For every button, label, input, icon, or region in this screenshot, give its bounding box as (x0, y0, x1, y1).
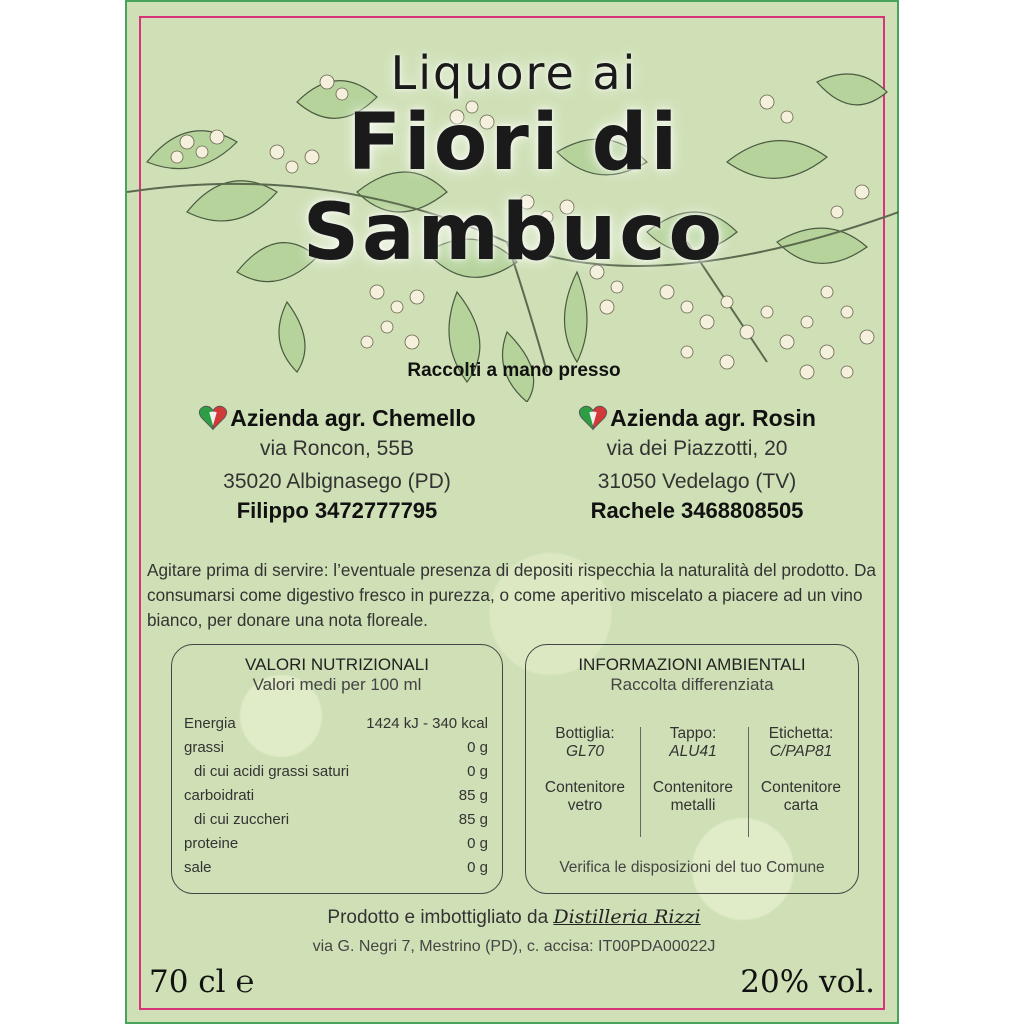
title-line-1: Liquore ai (390, 46, 638, 100)
producer-line: Prodotto e imbottigliato da Distilleria Rizzi (327, 906, 701, 928)
farm-city: 31050 Vedelago (TV) (597, 470, 797, 493)
estimated-sign-icon: ℮ (235, 964, 255, 1000)
nutrition-subheading: Valori medi per 100 ml (252, 675, 422, 694)
farm-contact: Rachele 3468808505 (590, 498, 804, 523)
farm-rosin (517, 404, 877, 524)
farm-name: Azienda agr. Rosin (517, 404, 877, 432)
farm-name: Azienda agr. Chemello (157, 404, 517, 432)
environment-heading: INFORMAZIONI AMBIENTALI (578, 655, 806, 674)
farm-chemello (157, 404, 517, 524)
farm-city: 35020 Albignasego (PD) (223, 470, 451, 493)
nutrition-heading: VALORI NUTRIZIONALI (245, 655, 429, 674)
alcohol-content: 20% vol. (740, 964, 875, 1000)
distillery-signature: Distilleria Rizzi (553, 906, 701, 928)
environment-box (525, 644, 859, 894)
farm-address: via Roncon, 55B (259, 437, 415, 460)
nutrition-row: carboidrati 85 g (184, 787, 488, 804)
serving-description: Agitare prima di servire: l’eventuale presenza di depositi rispecchia la naturalità del prodotto. Da consumarsi come digestivo fresco in purezza, o come aperitivo miscelato a piacere ad un vino bianco, per donare una nota floreale. (147, 560, 876, 630)
nutrition-box (171, 644, 503, 894)
nutrition-row: proteine 0 g (184, 835, 488, 852)
volume: 70 cl ℮ (149, 964, 255, 1000)
farm-address: via dei Piazzotti, 20 (606, 437, 788, 460)
environment-item-label: Etichetta: C/PAP81 Contenitore carta (760, 725, 842, 814)
environment-subheading: Raccolta differenziata (610, 675, 774, 694)
nutrition-row: sale 0 g (184, 859, 488, 876)
italian-heart-icon (198, 404, 228, 432)
producer-address: via G. Negri 7, Mestrino (PD), c. accisa: IT00PDA00022J (312, 938, 716, 955)
environment-item-cap: Tappo: ALU41 Contenitore metalli (652, 725, 734, 814)
nutrition-row: di cui zuccheri 85 g (194, 811, 488, 828)
italian-heart-icon (578, 404, 608, 432)
environment-note: Verifica le disposizioni del tuo Comune (559, 859, 825, 876)
farm-contact: Filippo 3472777795 (236, 498, 438, 523)
environment-item-bottle: Bottiglia: GL70 Contenitore vetro (544, 725, 626, 814)
picked-by-heading: Raccolti a mano presso (407, 360, 621, 381)
nutrition-row: di cui acidi grassi saturi 0 g (194, 763, 488, 780)
nutrition-row: grassi 0 g (184, 739, 488, 756)
product-label (125, 0, 899, 1024)
nutrition-row: Energia 1424 kJ - 340 kcal (184, 715, 488, 732)
title-line-2: Fiori di Sambuco (302, 98, 726, 278)
